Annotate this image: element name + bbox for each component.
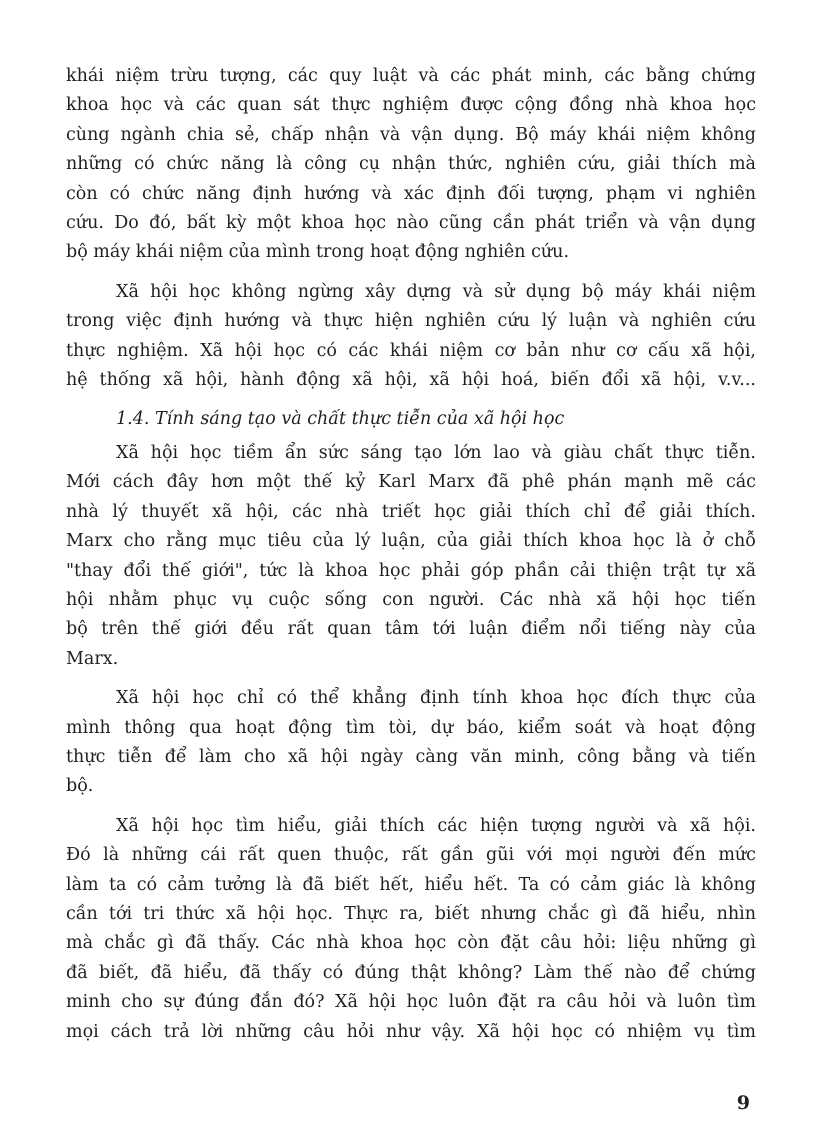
text-line: mình thông qua hoạt động tìm tòi, dự báo, kiểm soát và hoạt động (66, 717, 756, 738)
text-line: hệ thống xã hội, hành động xã hội, xã hội hoá, biến đổi xã hội, v.v... (66, 370, 756, 391)
text-line: Marx cho rằng mục tiêu của lý luận, của giải thích khoa học là ở chỗ (66, 531, 756, 552)
text-line: Xã hội học không ngừng xây dựng và sử dụng bộ máy khái niệm (116, 281, 756, 302)
text-line: đã biết, đã hiểu, đã thấy có đúng thật không? Làm thế nào để chứng (66, 962, 756, 983)
paragraph-4 (66, 684, 756, 802)
page-body (66, 62, 756, 1057)
text-line: Mới cách đây hơn một thế kỷ Karl Marx đã phê phán mạnh mẽ các (66, 472, 756, 493)
text-line: Xã hội học chỉ có thể khẳng định tính khoa học đích thực của (116, 688, 756, 709)
text-line: cứu. Do đó, bất kỳ một khoa học nào cũng cần phát triển và vận dụng (66, 213, 756, 234)
text-line: cùng ngành chia sẻ, chấp nhận và vận dụng. Bộ máy khái niệm không (66, 124, 756, 145)
text-line: "thay đổi thế giới", tức là khoa học phải góp phần cải thiện trật tự xã (66, 560, 756, 581)
text-line: mọi cách trả lời những câu hỏi như vậy. Xã hội học có nhiệm vụ tìm (66, 1021, 756, 1042)
text-line: Xã hội học tiềm ẩn sức sáng tạo lớn lao và giàu chất thực tiễn. (116, 442, 756, 463)
text-line: Xã hội học tìm hiểu, giải thích các hiện tượng người và xã hội. (116, 815, 756, 836)
section-heading: 1.4. Tính sáng tạo và chất thực tiễn của xã hội học (116, 409, 565, 430)
page-number: 9 (736, 1092, 750, 1114)
text-line: khái niệm trừu tượng, các quy luật và các phát minh, các bằng chứng (66, 66, 756, 86)
text-line: những có chức năng là công cụ nhận thức, nghiên cứu, giải thích mà (66, 154, 756, 175)
text-line: còn có chức năng định hướng và xác định đối tượng, phạm vi nghiên (66, 183, 756, 204)
text-line: thực nghiệm. Xã hội học có các khái niệm cơ bản như cơ cấu xã hội, (66, 340, 756, 361)
text-line: nhà lý thuyết xã hội, các nhà triết học giải thích chỉ để giải thích. (66, 501, 756, 522)
text-line: cần tới tri thức xã hội học. Thực ra, biết nhưng chắc gì đã hiểu, nhìn (66, 903, 756, 924)
text-line: bộ. (66, 776, 94, 797)
text-line: minh cho sự đúng đắn đó? Xã hội học luôn đặt ra câu hỏi và luôn tìm (66, 992, 756, 1013)
paragraph-5 (66, 812, 756, 1047)
text-line: trong việc định hướng và thực hiện nghiên cứu lý luận và nghiên cứu (66, 311, 756, 332)
paragraph-3 (66, 439, 756, 674)
text-line: làm ta có cảm tưởng là đã biết hết, hiểu hết. Ta có cảm giác là không (66, 874, 756, 895)
text-line: hội nhằm phục vụ cuộc sống con người. Các nhà xã hội học tiến (66, 589, 756, 610)
text-line: khoa học và các quan sát thực nghiệm được cộng đồng nhà khoa học (66, 95, 756, 116)
text-line: Marx. (66, 648, 119, 669)
text-line: Đó là những cái rất quen thuộc, rất gần gũi với mọi người đến mức (66, 845, 756, 866)
paragraph-1 (66, 62, 756, 268)
text-line: bộ máy khái niệm của mình trong hoạt động nghiên cứu. (66, 242, 570, 263)
text-line: thực tiễn để làm cho xã hội ngày càng văn minh, công bằng và tiến (66, 746, 756, 767)
text-line: mà chắc gì đã thấy. Các nhà khoa học còn đặt câu hỏi: liệu những gì (66, 933, 756, 954)
paragraph-2 (66, 278, 756, 396)
text-line: bộ trên thế giới đều rất quan tâm tới luận điểm nổi tiếng này của (66, 619, 756, 640)
